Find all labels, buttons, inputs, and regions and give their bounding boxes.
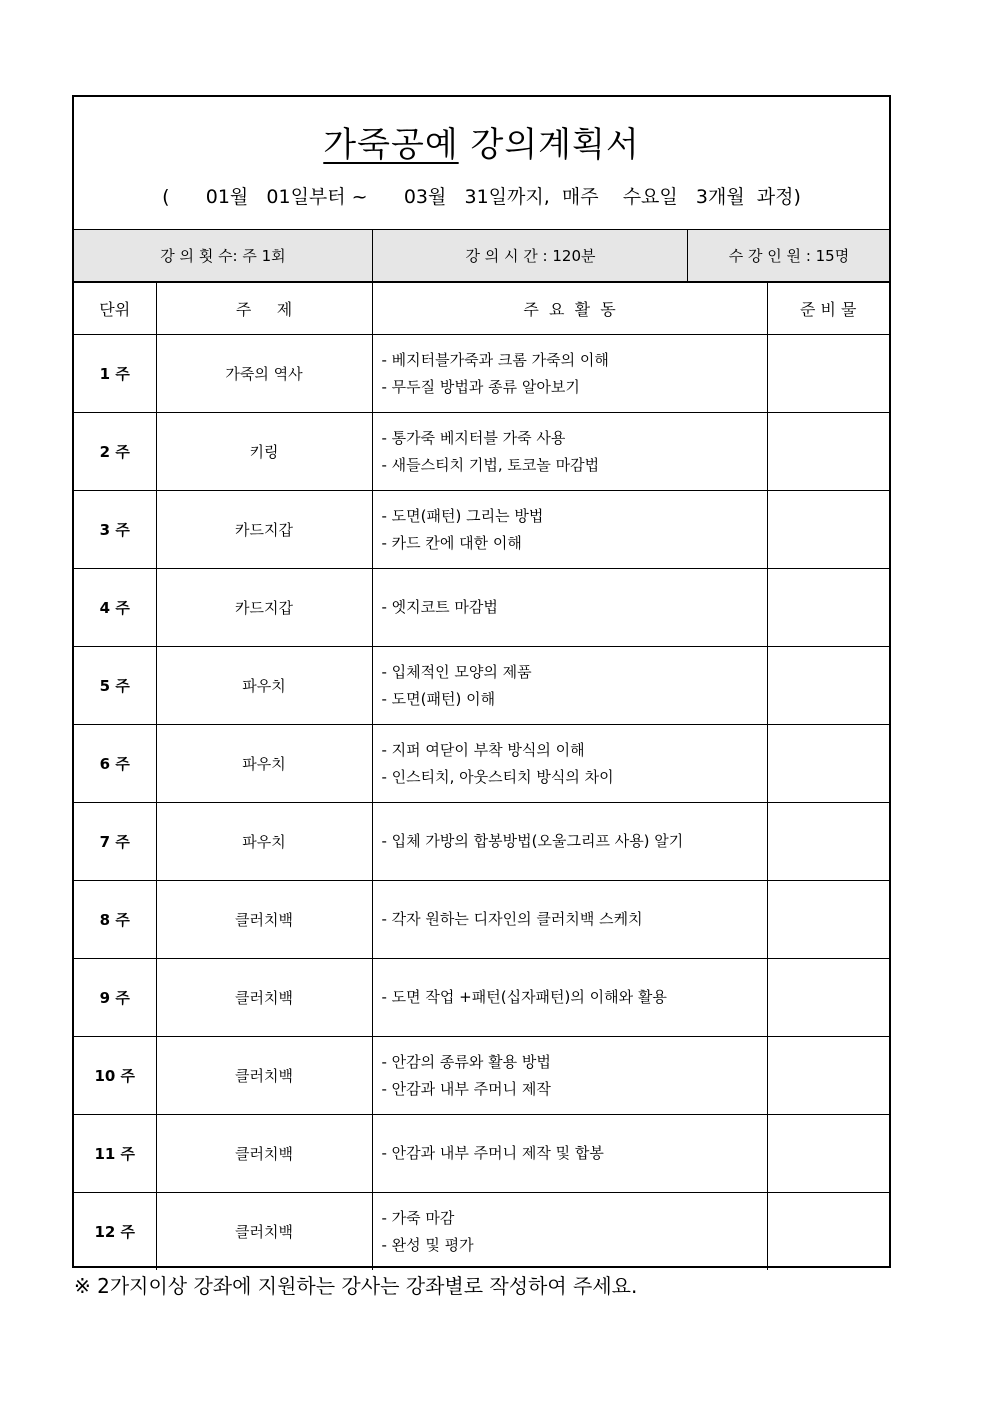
week-materials [767,725,889,803]
activity-line: - 안감과 내부 주머니 제작 및 합봉 [381,1144,604,1162]
course-info-bar [74,230,889,282]
table-row [74,647,889,725]
activity-line: - 도면(패턴) 그리는 방법 [381,506,544,525]
week-activities [372,881,767,959]
week-activities [372,803,767,881]
table-row [74,335,889,413]
title-subject: 가죽공예 [323,125,459,165]
week-unit: 9 주 [74,959,156,1037]
week-unit: 12 주 [74,1193,156,1271]
activity-line: - 엣지코트 마감법 [381,598,498,616]
activity-line: - 카드 칸에 대한 이해 [381,533,522,552]
activity-line: - 각자 원하는 디자인의 클러치백 스케치 [381,910,643,928]
week-materials [767,803,889,881]
week-activities [372,725,767,803]
table-row [74,881,889,959]
activity-line: - 안감과 내부 주머니 제작 [381,1079,551,1098]
activity-line: - 지퍼 여닫이 부착 방식의 이해 [381,740,585,759]
activity-line: - 입체 가방의 합봉방법(오울그리프 사용) 알기 [381,832,684,850]
activity-line: - 베지터블가죽과 크롬 가죽의 이해 [381,350,609,369]
table-row [74,725,889,803]
weekly-plan-table [74,282,889,1270]
week-materials [767,413,889,491]
week-topic: 파우치 [156,725,372,803]
activity-line: - 가죽 마감 [381,1208,455,1227]
plan-rows [74,335,889,1271]
footnote: ※ 2가지이상 강좌에 지원하는 강사는 강좌별로 작성하여 주세요. [74,1274,638,1298]
activity-line: - 통가죽 베지터블 가죽 사용 [381,428,566,447]
week-unit: 8 주 [74,881,156,959]
week-activities [372,647,767,725]
week-topic: 카드지갑 [156,491,372,569]
week-activities [372,1037,767,1115]
week-materials [767,647,889,725]
week-topic: 클러치백 [156,1115,372,1193]
header-materials: 준 비 물 [767,283,889,335]
week-materials [767,491,889,569]
lecture-plan-form [72,95,891,1268]
lecture-count: 강 의 횟 수: 주 1회 [160,247,286,265]
week-unit: 6 주 [74,725,156,803]
week-unit: 2 주 [74,413,156,491]
activity-line: - 무두질 방법과 종류 알아보기 [381,377,580,396]
week-topic: 가죽의 역사 [156,335,372,413]
table-row [74,1193,889,1271]
activity-line: - 안감의 종류와 활용 방법 [381,1052,551,1071]
week-materials [767,1193,889,1271]
week-materials [767,335,889,413]
week-materials [767,1037,889,1115]
week-unit: 10 주 [74,1037,156,1115]
header-topic: 주 제 [156,283,372,335]
week-activities [372,1193,767,1271]
week-topic: 클러치백 [156,881,372,959]
table-row [74,491,889,569]
week-activities [372,491,767,569]
header-unit: 단위 [74,283,156,335]
week-topic: 카드지갑 [156,569,372,647]
week-topic: 키링 [156,413,372,491]
table-header-row [74,283,889,335]
activity-line: - 도면(패턴) 이해 [381,689,496,708]
week-unit: 3 주 [74,491,156,569]
title-area [74,97,889,230]
week-topic: 클러치백 [156,1193,372,1271]
document-title [74,117,889,166]
week-unit: 5 주 [74,647,156,725]
activity-line: - 인스티치, 아웃스티치 방식의 차이 [381,767,614,786]
week-unit: 7 주 [74,803,156,881]
table-row [74,959,889,1037]
week-topic: 파우치 [156,647,372,725]
table-row [74,1037,889,1115]
student-count: 수 강 인 원 : 15명 [687,230,890,281]
week-topic: 클러치백 [156,1037,372,1115]
week-activities [372,959,767,1037]
table-row [74,569,889,647]
week-activities [372,413,767,491]
week-materials [767,881,889,959]
header-activities: 주 요 활 동 [372,283,767,335]
activity-line: - 새들스티치 기법, 토코놀 마감법 [381,455,600,474]
activity-line: - 도면 작업 +패턴(십자패턴)의 이해와 활용 [381,988,667,1006]
week-activities [372,569,767,647]
week-unit: 4 주 [74,569,156,647]
table-row [74,413,889,491]
week-unit: 1 주 [74,335,156,413]
lecture-time: 강 의 시 간 : 120분 [372,230,688,281]
week-materials [767,1115,889,1193]
week-materials [767,569,889,647]
course-period: ( 01월 01일부터 ~ 03월 31일까지, 매주 수요일 3개월 과정) [162,186,801,208]
activity-line: - 완성 및 평가 [381,1235,474,1254]
table-row [74,1115,889,1193]
title-rest: 강의계획서 [458,125,640,165]
week-topic: 파우치 [156,803,372,881]
activity-line: - 입체적인 모양의 제품 [381,662,532,681]
week-materials [767,959,889,1037]
week-activities [372,1115,767,1193]
week-topic: 클러치백 [156,959,372,1037]
week-unit: 11 주 [74,1115,156,1193]
week-activities [372,335,767,413]
table-row [74,803,889,881]
